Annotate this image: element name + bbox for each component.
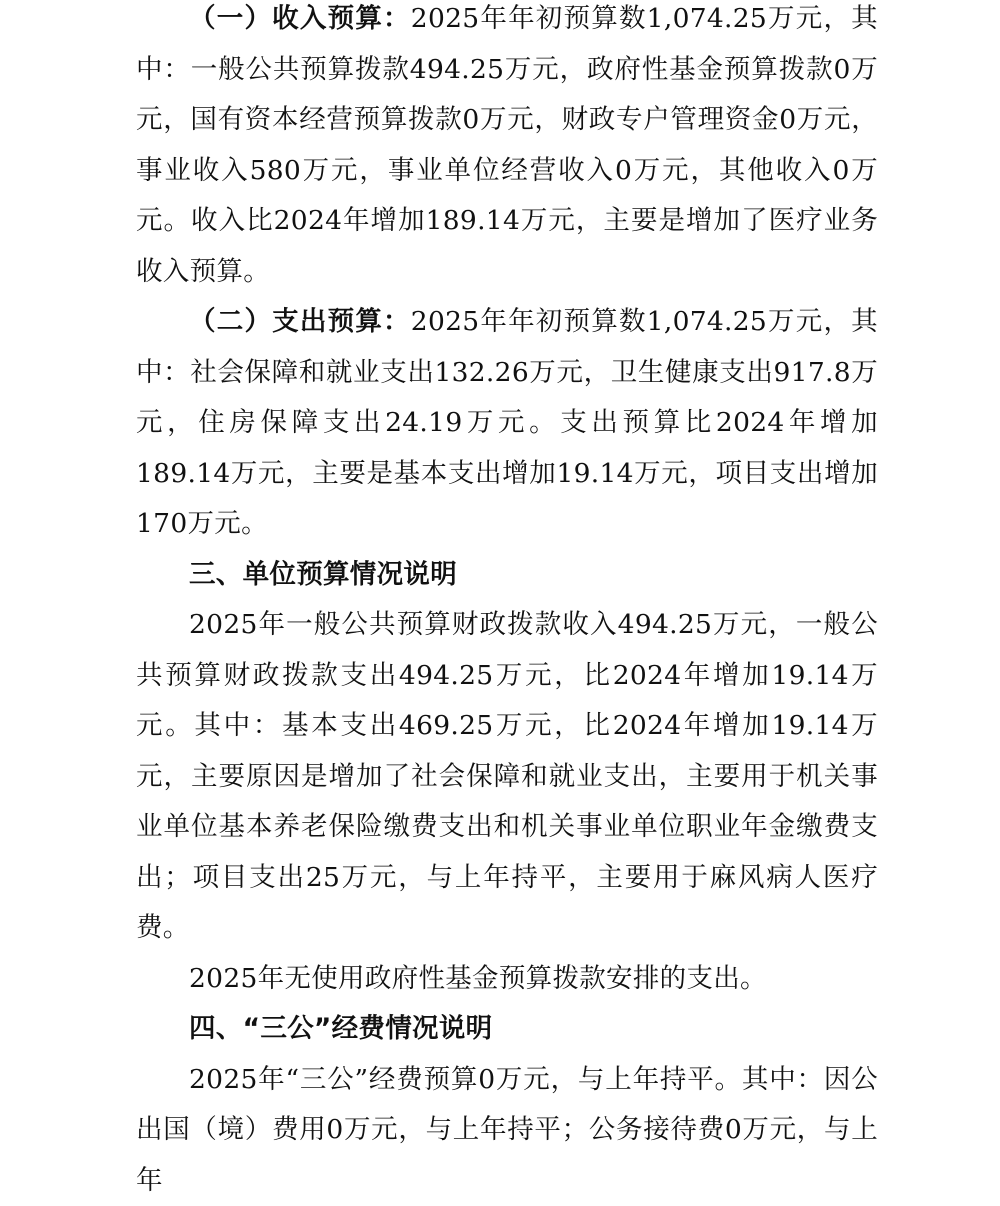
document-page <box>136 0 878 1206</box>
expenditure-budget-paragraph <box>136 297 878 550</box>
income-budget-lead: （一）收入预算： <box>189 3 411 34</box>
expenditure-budget-lead: （二）支出预算： <box>189 306 411 337</box>
section-4-paragraph-1: 2025年“三公”经费预算0万元，与上年持平。其中：因公出国（境）费用0万元，与上年持平；公务接待费0万元，与上年 <box>136 1055 878 1206</box>
section-3-heading: 三、单位预算情况说明 <box>136 550 878 601</box>
expenditure-budget-text: 2025年年初预算数1,074.25万元，其中：社会保障和就业支出132.26万元，卫生健康支出917.8万元，住房保障支出24.19万元。支出预算比2024年增加189.14万元，主要是基本支出增加19.14万元，项目支出增加170万元。 <box>136 306 878 539</box>
section-3-paragraph-2: 2025年无使用政府性基金预算拨款安排的支出。 <box>136 954 878 1005</box>
section-3-paragraph-1: 2025年一般公共预算财政拨款收入494.25万元，一般公共预算财政拨款支出494.25万元，比2024年增加19.14万元。其中：基本支出469.25万元，比2024年增加19.14万元，主要原因是增加了社会保障和就业支出，主要用于机关事业单位基本养老保险缴费支出和机关事业单位职业年金缴费支出；项目支出25万元，与上年持平，主要用于麻风病人医疗费。 <box>136 600 878 954</box>
income-budget-text: 2025年年初预算数1,074.25万元，其中：一般公共预算拨款494.25万元，政府性基金预算拨款0万元，国有资本经营预算拨款0万元，财政专户管理资金0万元，事业收入580万元，事业单位经营收入0万元，其他收入0万元。收入比2024年增加189.14万元，主要是增加了医疗业务收入预算。 <box>136 3 878 287</box>
section-4-heading: 四、“三公”经费情况说明 <box>136 1004 878 1055</box>
income-budget-paragraph <box>136 0 878 297</box>
